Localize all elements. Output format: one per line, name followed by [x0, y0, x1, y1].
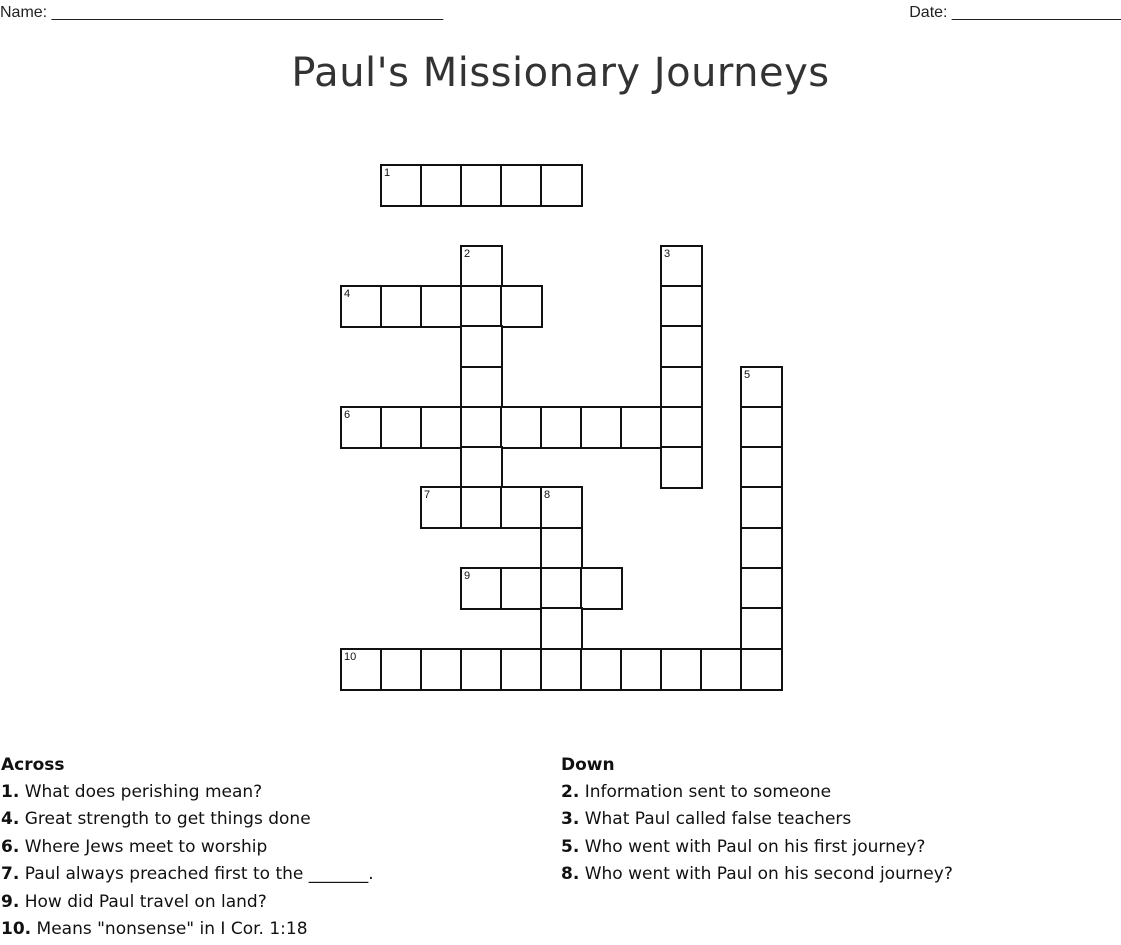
- crossword-cell[interactable]: [500, 406, 543, 449]
- crossword-cell[interactable]: [660, 406, 703, 449]
- crossword-cell[interactable]: [540, 486, 583, 529]
- clue-text: Who went with Paul on his first journey?: [584, 836, 926, 857]
- crossword-cell[interactable]: [540, 607, 583, 650]
- clue-number-label: 9: [464, 570, 471, 582]
- crossword-cell[interactable]: [460, 285, 503, 328]
- crossword-cell[interactable]: [420, 285, 463, 328]
- crossword-cell[interactable]: [740, 527, 783, 570]
- crossword-cell[interactable]: [460, 245, 503, 288]
- crossword-cell[interactable]: [460, 406, 503, 449]
- crossword-cell[interactable]: [620, 648, 663, 691]
- crossword-cell[interactable]: [420, 164, 463, 207]
- crossword-cell[interactable]: [340, 406, 383, 449]
- crossword-cell[interactable]: [740, 406, 783, 449]
- crossword-cell[interactable]: [580, 567, 623, 610]
- clue-text: Where Jews meet to worship: [24, 836, 268, 857]
- crossword-cell[interactable]: [500, 648, 543, 691]
- down-clues: [561, 754, 953, 889]
- clue-number: 10.: [1, 919, 32, 940]
- crossword-cell[interactable]: [740, 648, 783, 691]
- down-heading: Down: [561, 755, 615, 775]
- crossword-cell[interactable]: [500, 567, 543, 610]
- crossword-cell[interactable]: [740, 567, 783, 610]
- name-field[interactable]: Name: ____________________________________________: [0, 4, 444, 21]
- crossword-cell[interactable]: [500, 164, 543, 207]
- crossword-cell[interactable]: [340, 648, 383, 691]
- clue-down-2: [561, 779, 953, 806]
- clue-number-label: 5: [744, 369, 751, 381]
- page-title: Paul's Missionary Journeys: [291, 50, 830, 96]
- clue-number: 1.: [1, 782, 20, 802]
- crossword-cell[interactable]: [660, 245, 703, 288]
- crossword-cell[interactable]: [660, 325, 703, 368]
- clue-across-4: [1, 806, 374, 833]
- clue-number-label: 3: [664, 248, 671, 260]
- across-clues: [1, 754, 374, 943]
- crossword-cell[interactable]: [380, 648, 423, 691]
- crossword-cell[interactable]: [340, 285, 383, 328]
- crossword-cell[interactable]: [460, 567, 503, 610]
- clue-text: Paul always preached first to the _______.: [24, 864, 374, 885]
- crossword-cell[interactable]: [540, 648, 583, 691]
- crossword-cell[interactable]: [420, 486, 463, 529]
- clue-text: Information sent to someone: [584, 782, 832, 802]
- crossword-cell[interactable]: [540, 164, 583, 207]
- clue-text: Means "nonsense" in I Cor. 1:18: [36, 919, 308, 940]
- crossword-cell[interactable]: [740, 607, 783, 650]
- crossword-cell[interactable]: [740, 366, 783, 409]
- crossword-cell[interactable]: [740, 486, 783, 529]
- clue-text: Great strength to get things done: [24, 809, 311, 830]
- crossword-cell[interactable]: [420, 406, 463, 449]
- clue-across-9: [1, 889, 374, 916]
- clue-number: 5.: [561, 836, 580, 857]
- clue-text: What does perishing mean?: [24, 782, 263, 802]
- crossword-cell[interactable]: [580, 648, 623, 691]
- clue-number-label: 2: [464, 248, 471, 260]
- clue-text: What Paul called false teachers: [584, 809, 852, 830]
- crossword-cell[interactable]: [660, 366, 703, 409]
- crossword-cell[interactable]: [660, 285, 703, 328]
- clue-number-label: 10: [344, 651, 357, 663]
- clue-across-10: [1, 916, 374, 943]
- crossword-cell[interactable]: [460, 164, 503, 207]
- clue-number-label: 4: [344, 288, 351, 300]
- crossword-cell[interactable]: [460, 648, 503, 691]
- crossword-cell[interactable]: [500, 285, 543, 328]
- clue-number: 7.: [1, 864, 20, 885]
- crossword-cell[interactable]: [500, 486, 543, 529]
- crossword-cell[interactable]: [540, 567, 583, 610]
- clue-number: 8.: [561, 864, 580, 885]
- crossword-cell[interactable]: [580, 406, 623, 449]
- clue-number-label: 8: [544, 489, 551, 501]
- clue-number: 2.: [561, 782, 580, 802]
- clue-number: 4.: [1, 809, 20, 830]
- crossword-cell[interactable]: [540, 527, 583, 570]
- crossword-cell[interactable]: [700, 648, 743, 691]
- clue-across-6: [1, 834, 374, 861]
- crossword-cell[interactable]: [460, 486, 503, 529]
- crossword-cell[interactable]: [620, 406, 663, 449]
- clue-number: 3.: [561, 809, 580, 830]
- clue-text: Who went with Paul on his second journey?: [584, 864, 953, 885]
- crossword-cell[interactable]: [660, 446, 703, 489]
- crossword-cell[interactable]: [740, 446, 783, 489]
- clue-down-5: [561, 834, 953, 861]
- crossword-cell[interactable]: [660, 648, 703, 691]
- crossword-cell[interactable]: [420, 648, 463, 691]
- across-heading: Across: [1, 755, 65, 775]
- crossword-grid: [340, 164, 782, 702]
- date-field[interactable]: Date: ___________________: [909, 4, 1121, 21]
- clue-number-label: 7: [424, 489, 431, 501]
- crossword-cell[interactable]: [540, 406, 583, 449]
- clue-number-label: 6: [344, 409, 351, 421]
- crossword-cell[interactable]: [460, 366, 503, 409]
- crossword-cell[interactable]: [460, 325, 503, 368]
- clue-number: 9.: [1, 891, 20, 912]
- clue-across-7: [1, 861, 374, 888]
- crossword-cell[interactable]: [460, 446, 503, 489]
- clue-number: 6.: [1, 836, 20, 857]
- crossword-cell[interactable]: [380, 164, 423, 207]
- clue-across-1: [1, 779, 374, 806]
- clue-text: How did Paul travel on land?: [24, 891, 267, 912]
- clue-down-3: [561, 806, 953, 833]
- crossword-cell[interactable]: [380, 406, 423, 449]
- clue-down-8: [561, 861, 953, 888]
- crossword-cell[interactable]: [380, 285, 423, 328]
- clue-number-label: 1: [384, 167, 391, 179]
